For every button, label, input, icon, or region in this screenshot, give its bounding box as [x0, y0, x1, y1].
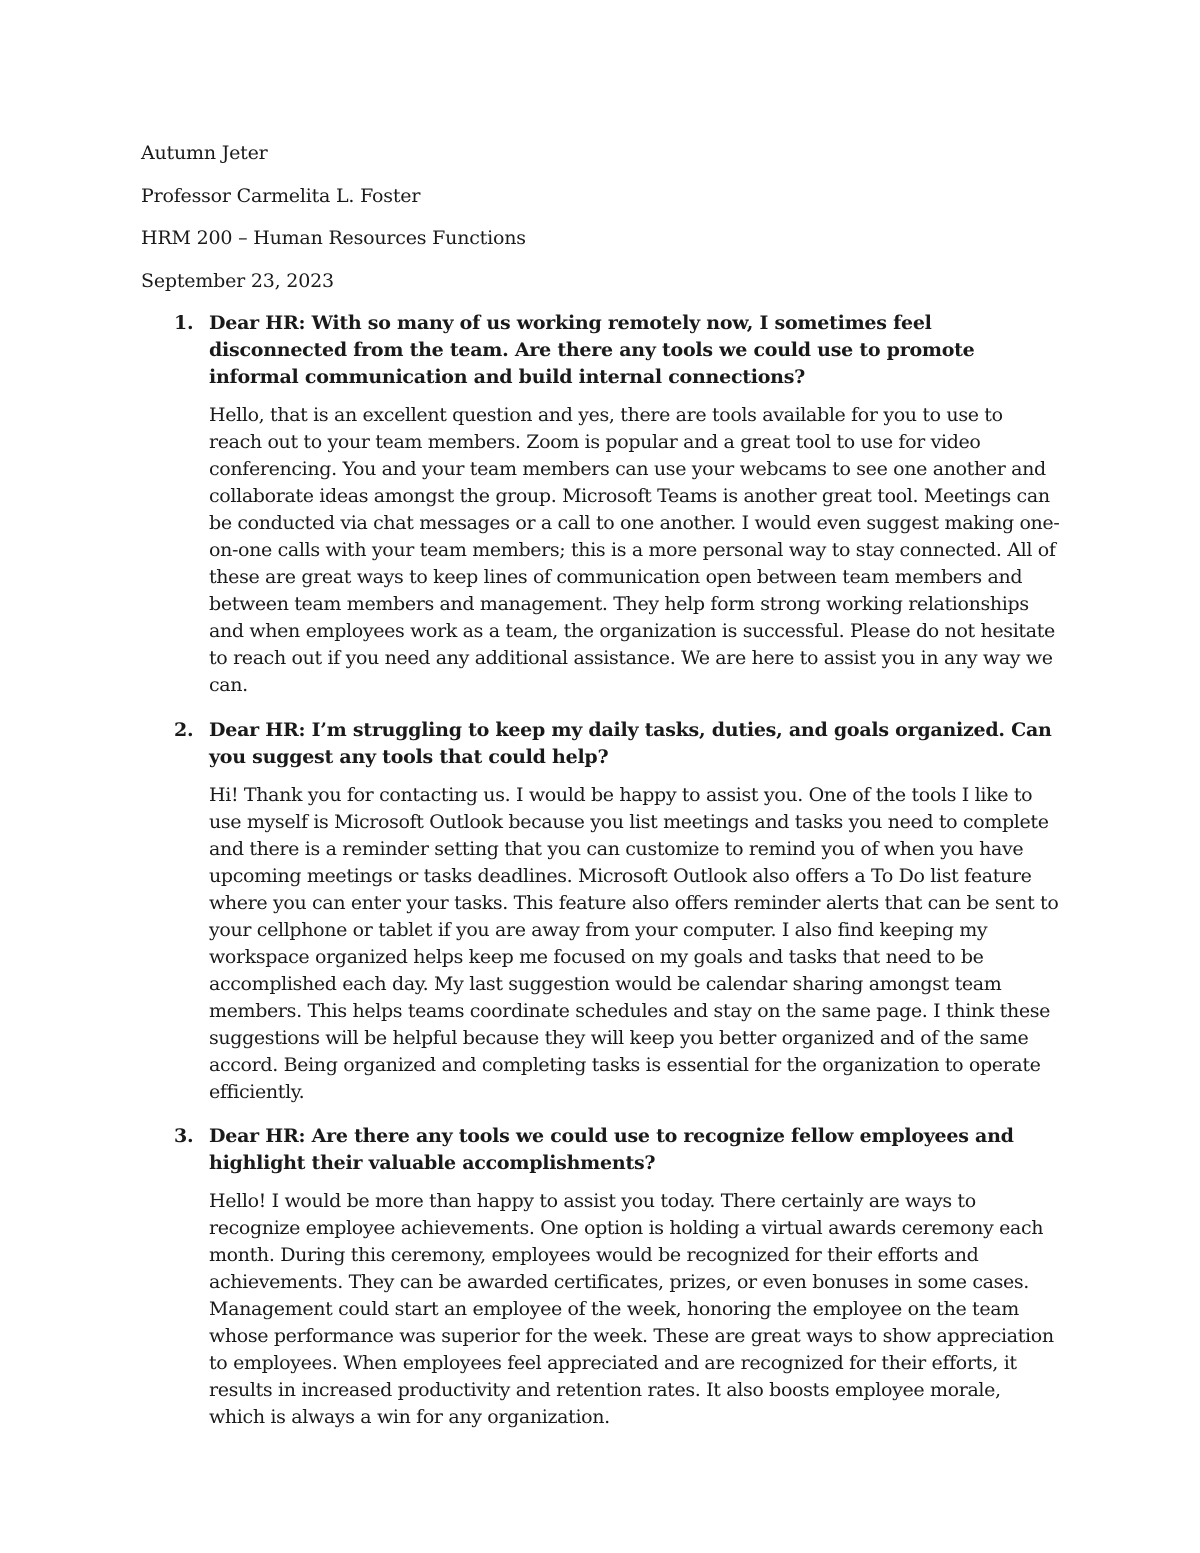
document-date: September 23, 2023 [141, 269, 334, 292]
course-title: HRM 200 – Human Resources Functions [141, 227, 526, 249]
professor-name: Professor Carmelita L. Foster [141, 184, 421, 207]
answer-3: Hello! I would be more than happy to assist you today. There certainly are ways to recognize employee achievements. One option is holding a virtual awards ceremony each month. During this ceremony, employees would be recognized for their efforts and achievements. They can be awarded certificates, prizes, or even bonuses in some cases. Management could start an employee of the week, honoring the employee on the team whose performance was superior for the week. These are great ways to show appreciation to employees. When employees feel appreciated and are recognized for their efforts, it results in increased productivity and retention rates. It also boosts employee morale, which is always a win for any organization. [209, 1189, 1054, 1428]
question-number: 3. [174, 1124, 194, 1147]
question-2 [141, 717, 1060, 771]
question-text: Dear HR: With so many of us working remotely now, I sometimes feel disconnected from the team. Are there any tools we could use to promote informal communication and build internal connections? [209, 311, 975, 388]
question-text: Dear HR: I’m struggling to keep my daily tasks, duties, and goals organized. Can you suggest any tools that could help? [209, 718, 1052, 768]
question-number: 1. [174, 311, 194, 334]
qa-item-3 [141, 1123, 1060, 1431]
answer-2: Hi! Thank you for contacting us. I would be happy to assist you. One of the tools I like to use myself is Microsoft Outlook because you list meetings and tasks you need to complete and there is a reminder setting that you can customize to remind you of when you have upcoming meetings or tasks deadlines. Microsoft Outlook also offers a To Do list feature where you can enter your tasks. This feature also offers reminder alerts that can be sent to your cellphone or tablet if you are away from your computer. I also find keeping my workspace organized helps keep me focused on my goals and tasks that need to be accomplished each day. My last suggestion would be calendar sharing amongst team members. This helps teams coordinate schedules and stay on the same page. I think these suggestions will be helpful because they will keep you better organized and of the same accord. Being organized and completing tasks is essential for the organization to operate efficiently. [209, 783, 1059, 1103]
question-number: 2. [174, 718, 194, 741]
question-text: Dear HR: Are there any tools we could use to recognize fellow employees and highlight their valuable accomplishments? [209, 1124, 1014, 1174]
qa-item-1 [141, 310, 1060, 699]
student-name: Autumn Jeter [141, 142, 268, 164]
question-3 [141, 1123, 1060, 1177]
question-1 [141, 310, 1060, 391]
answer-1: Hello, that is an excellent question and yes, there are tools available for you to use to reach out to your team members. Zoom is popular and a great tool to use for video conferencing. You and your team members can use your webcams to see one another and collaborate ideas amongst the group. Microsoft Teams is another great tool. Meetings can be conducted via chat messages or a call to one another. I would even suggest making one-on-one calls with your team members; this is a more personal way to stay connected. All of these are great ways to keep lines of communication open between team members and between team members and management. They help form strong working relationships and when employees work as a team, the organization is successful. Please do not hesitate to reach out if you need any additional assistance. We are here to assist you in any way we can. [209, 403, 1060, 696]
qa-item-2 [141, 717, 1060, 1106]
